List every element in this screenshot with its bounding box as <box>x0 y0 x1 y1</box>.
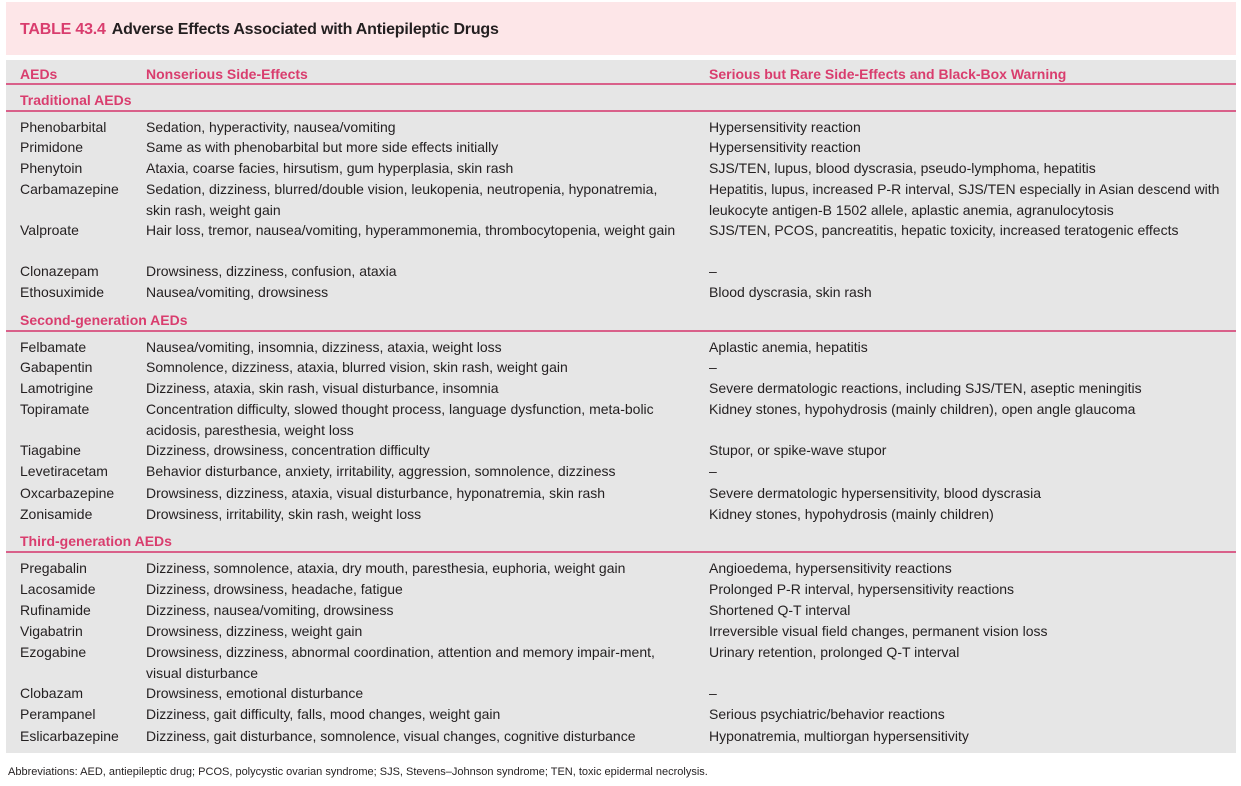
drug-name: Carbamazepine <box>20 181 119 197</box>
nonserious-effects: Drowsiness, dizziness, abnormal coordination, attention and memory impair-ment, visual disturbance <box>146 644 655 681</box>
drug-name: Topiramate <box>20 401 90 417</box>
drug-name: Ezogabine <box>20 644 87 660</box>
serious-effects: Angioedema, hypersensitivity reactions <box>709 560 952 576</box>
serious-effects: Blood dyscrasia, skin rash <box>709 284 872 300</box>
nonserious-effects: Hair loss, tremor, nausea/vomiting, hyperammonemia, thrombocytopenia, weight gain <box>146 222 676 238</box>
nonserious-effects: Dizziness, drowsiness, headache, fatigue <box>146 581 403 597</box>
drug-name: Phenobarbital <box>20 119 107 135</box>
section-header-second-generation <box>6 307 1236 332</box>
serious-effects: Kidney stones, hypohydrosis (mainly children), open angle glaucoma <box>709 401 1136 417</box>
nonserious-effects: Drowsiness, emotional disturbance <box>146 685 364 701</box>
drug-name: Pregabalin <box>20 560 87 576</box>
serious-effects: Urinary retention, prolonged Q-T interval <box>709 644 960 660</box>
nonserious-effects: Dizziness, gait disturbance, somnolence, visual changes, cognitive disturbance <box>146 728 636 744</box>
table-footnote: Abbreviations: AED, antiepileptic drug; PCOS, polycystic ovarian syndrome; SJS, Stevens–Johnson syndrome; TEN, toxic epidermal necrolysis. <box>8 766 708 778</box>
nonserious-effects: Dizziness, somnolence, ataxia, dry mouth, paresthesia, euphoria, weight gain <box>146 560 626 576</box>
serious-effects: Aplastic anemia, hepatitis <box>709 339 868 355</box>
nonserious-effects: Sedation, dizziness, blurred/double vision, leukopenia, neutropenia, hyponatremia, skin rash, weight gain <box>146 181 658 218</box>
nonserious-effects: Nausea/vomiting, drowsiness <box>146 284 329 300</box>
serious-effects: – <box>709 263 717 279</box>
serious-effects: – <box>709 463 717 479</box>
serious-effects: Shortened Q-T interval <box>709 602 851 618</box>
nonserious-effects: Drowsiness, dizziness, weight gain <box>146 623 363 639</box>
serious-effects: SJS/TEN, lupus, blood dyscrasia, pseudo-lymphoma, hepatitis <box>709 160 1096 176</box>
header-nonserious: Nonserious Side-Effects <box>146 66 308 82</box>
nonserious-effects: Dizziness, drowsiness, concentration difficulty <box>146 442 430 458</box>
serious-effects: Serious psychiatric/behavior reactions <box>709 706 945 722</box>
drug-name: Felbamate <box>20 339 87 355</box>
drug-name: Valproate <box>20 222 79 238</box>
nonserious-effects: Same as with phenobarbital but more side effects initially <box>146 139 499 155</box>
serious-effects: Prolonged P-R interval, hypersensitivity reactions <box>709 581 1015 597</box>
drug-name: Phenytoin <box>20 160 83 176</box>
serious-effects: Stupor, or spike-wave stupor <box>709 442 887 458</box>
nonserious-effects: Concentration difficulty, slowed thought process, language dysfunction, meta-bolic acidosis, paresthesia, weight loss <box>146 401 654 438</box>
serious-effects: – <box>709 359 717 375</box>
serious-effects: Hypersensitivity reaction <box>709 119 861 135</box>
drug-name: Rufinamide <box>20 602 91 618</box>
nonserious-effects: Dizziness, nausea/vomiting, drowsiness <box>146 602 394 618</box>
serious-effects: Hepatitis, lupus, increased P-R interval, SJS/TEN especially in Asian descend with leukocyte antigen-B 1502 allele, aplastic anemia, agranulocytosis <box>709 181 1220 218</box>
serious-effects: Kidney stones, hypohydrosis (mainly children) <box>709 506 994 522</box>
drug-name: Gabapentin <box>20 359 93 375</box>
nonserious-effects: Somnolence, dizziness, ataxia, blurred vision, skin rash, weight gain <box>146 359 568 375</box>
table-title: Adverse Effects Associated with Antiepileptic Drugs <box>111 21 499 38</box>
drug-name: Vigabatrin <box>20 623 83 639</box>
nonserious-effects: Sedation, hyperactivity, nausea/vomiting <box>146 119 396 135</box>
serious-effects: Severe dermatologic hypersensitivity, blood dyscrasia <box>709 485 1042 501</box>
table-header-row <box>6 60 1236 85</box>
serious-effects: Hypersensitivity reaction <box>709 139 861 155</box>
table-title-band <box>6 2 1236 55</box>
drug-name: Clobazam <box>20 685 84 701</box>
serious-effects: Hyponatremia, multiorgan hypersensitivity <box>709 728 969 744</box>
drug-name: Tiagabine <box>20 442 81 458</box>
drug-name: Primidone <box>20 139 84 155</box>
serious-effects: Irreversible visual field changes, permanent vision loss <box>709 623 1048 639</box>
drug-name: Clonazepam <box>20 263 99 279</box>
nonserious-effects: Ataxia, coarse facies, hirsutism, gum hyperplasia, skin rash <box>146 160 514 176</box>
header-drug: AEDs <box>20 66 58 82</box>
drug-name: Oxcarbazepine <box>20 485 115 501</box>
serious-effects: – <box>709 685 717 701</box>
drug-name: Perampanel <box>20 706 96 722</box>
drug-name: Levetiracetam <box>20 463 108 479</box>
drug-name: Lacosamide <box>20 581 96 597</box>
nonserious-effects: Behavior disturbance, anxiety, irritability, aggression, somnolence, dizziness <box>146 463 616 479</box>
drug-name: Eslicarbazepine <box>20 728 119 744</box>
drug-name: Zonisamide <box>20 506 93 522</box>
nonserious-effects: Drowsiness, irritability, skin rash, weight loss <box>146 506 422 522</box>
nonserious-effects: Dizziness, gait difficulty, falls, mood changes, weight gain <box>146 706 501 722</box>
serious-effects: Severe dermatologic reactions, including SJS/TEN, aseptic meningitis <box>709 380 1142 396</box>
section-header-third-generation <box>6 528 1236 553</box>
adverse-effects-table <box>6 60 1236 753</box>
drug-name: Ethosuximide <box>20 284 105 300</box>
section-label: Second-generation AEDs <box>20 312 188 328</box>
drug-name: Lamotrigine <box>20 380 94 396</box>
nonserious-effects: Drowsiness, dizziness, confusion, ataxia <box>146 263 397 279</box>
nonserious-effects: Drowsiness, dizziness, ataxia, visual disturbance, hyponatremia, skin rash <box>146 485 606 501</box>
nonserious-effects: Dizziness, ataxia, skin rash, visual disturbance, insomnia <box>146 380 499 396</box>
header-serious: Serious but Rare Side-Effects and Black-Box Warning <box>709 66 1067 82</box>
nonserious-effects: Nausea/vomiting, insomnia, dizziness, ataxia, weight loss <box>146 339 502 355</box>
section-label: Third-generation AEDs <box>20 533 172 549</box>
table-number: TABLE 43.4 <box>20 21 106 38</box>
table-caption <box>20 21 499 39</box>
serious-effects: SJS/TEN, PCOS, pancreatitis, hepatic toxicity, increased teratogenic effects <box>709 222 1179 238</box>
section-header-traditional <box>6 87 1236 112</box>
section-label: Traditional AEDs <box>20 92 132 108</box>
